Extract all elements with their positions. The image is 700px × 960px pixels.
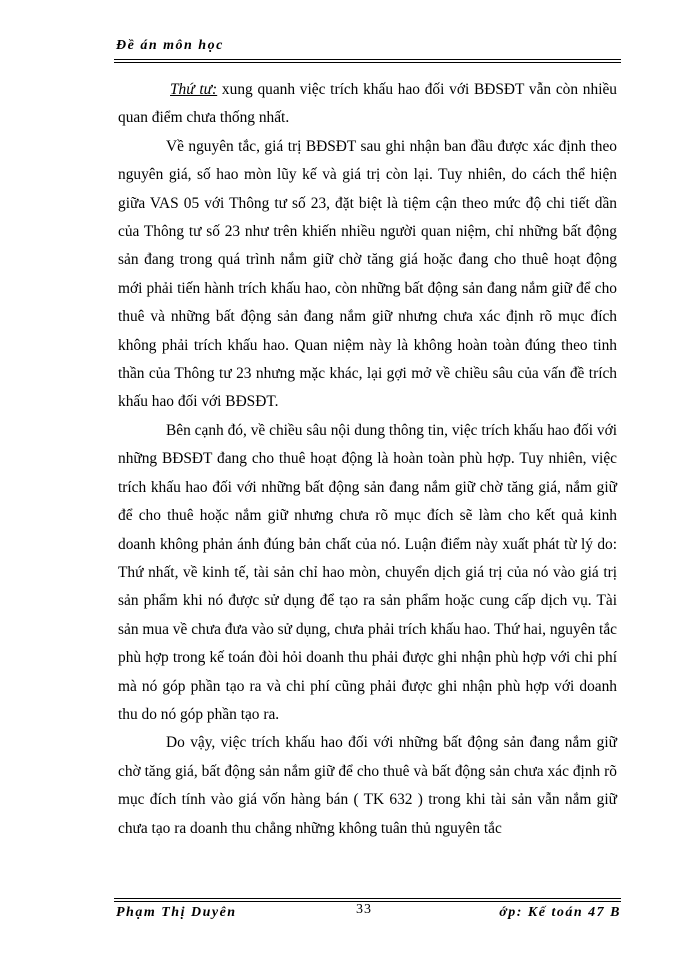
paragraph-3: Bên cạnh đó, về chiều sâu nội dung thông tin, việc trích khấu hao đối với những BĐSĐT đang cho thuê hoạt động là hoàn toàn phù hợp. Tuy nhiên, việc trích khấu hao đối với những bất động sản đang nắm giữ chờ tăng giá, nắm giữ để cho thuê hoặc nắm giữ nhưng chưa rõ mục đích sẽ làm cho kết quả kinh doanh không phản ánh đúng bản chất của nó. Luận điểm này xuất phát từ lý do: Thứ nhất, về kinh tế, tài sản chỉ hao mòn, chuyển dịch giá trị của nó vào giá trị sản phẩm khi nó được sử dụng để tạo ra sản phẩm hoặc cung cấp dịch vụ. Tài sản mua về chưa đưa vào sử dụng, chưa phải trích khấu hao. Thứ hai, nguyên tắc phù hợp trong kế toán đòi hỏi doanh thu phải được ghi nhận phù hợp với chi phí mà nó góp phần tạo ra và chi phí cũng phải được ghi nhận phù hợp với doanh thu do nó góp phần tạo ra. [118,421,617,723]
footer-author: Phạm Thị Duyên [116,905,237,920]
paragraph-4: Do vậy, việc trích khấu hao đối với những bất động sản đang nắm giữ chờ tăng giá, bất động sản nắm giữ để cho thuê và bất động sản chưa xác định rõ mục đích tính vào giá vốn hàng bán ( TK 632 ) trong khi tài sản vẫn nắm giữ chưa tạo ra doanh thu chẳng những không tuân thủ nguyên tắc [118,734,617,837]
paragraph-2: Về nguyên tắc, giá trị BĐSĐT sau ghi nhận ban đầu được xác định theo nguyên giá, số hao mòn lũy kế và giá trị còn lại. Tuy nhiên, do cách thể hiện giữa VAS 05 với Thông tư số 23, đặt biệt là tiệm cận theo mức độ chi tiết dần của Thông tư số 23 như trên khiến nhiều người quan niệm, chỉ những bất động sản đang trong quá trình nắm giữ chờ tăng giá hoặc đang cho thuê hoạt động mới phải tiến hành trích khấu hao, còn những bất động sản đang nắm giữ để cho thuê và những bất động sản đang nắm giữ nhưng chưa xác định rõ mục đích không phải trích khấu hao. Quan niệm này là không hoàn toàn đúng theo tinh thần của Thông tư 23 nhưng mặc khác, lại gợi mở về chiều sâu của vấn đề trích khấu hao đối với BĐSĐT. [118,137,617,411]
paragraph-1-lead: Thứ tư: [170,81,218,98]
document-body [118,76,617,843]
header-rule [114,59,621,63]
paragraph-1-text: xung quanh việc trích khấu hao đối với BĐSĐT vẫn còn nhiều quan điểm chưa thống nhất. [118,81,617,127]
paragraph-1 [118,76,617,133]
footer-class: ớp: Kế toán 47 B [499,905,621,920]
page-number: 33 [356,902,372,917]
page-header-title: Đề án môn học [116,38,224,53]
